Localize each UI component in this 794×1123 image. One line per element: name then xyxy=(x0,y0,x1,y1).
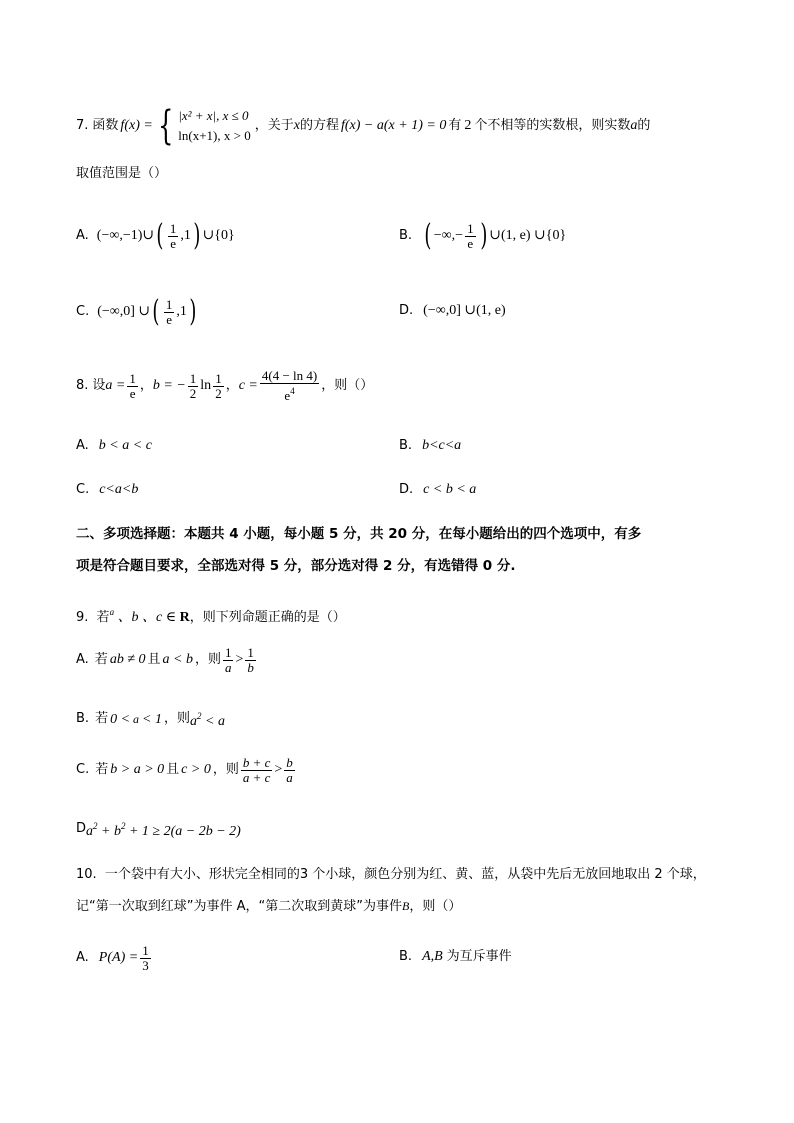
q7-equation: f(x) − a(x + 1) = 0 xyxy=(340,118,447,133)
q9-a-label: A. xyxy=(76,652,89,667)
q8-option-d[interactable] xyxy=(399,481,476,499)
q10-b-label: B. xyxy=(399,949,413,964)
q7-text-e: 的 xyxy=(637,118,651,133)
q7-text-c: 有 xyxy=(448,118,462,133)
q7-text-b: 的方程 xyxy=(299,118,339,133)
q7-c-label: C. xyxy=(76,304,90,319)
q8-c-text: c<a<b xyxy=(99,482,139,497)
q9-b-if: 若 xyxy=(95,711,109,726)
q9-a-if: 若 xyxy=(94,652,108,667)
q7-option-b[interactable] xyxy=(399,218,566,254)
q7-b-label: B. xyxy=(399,228,413,243)
q7-x: x xyxy=(293,118,300,133)
q9-c-and: 且 xyxy=(166,762,180,777)
q10-line2 xyxy=(76,897,461,916)
q8-option-b[interactable] xyxy=(399,437,461,455)
q7-piecewise xyxy=(178,106,250,146)
q8-stem xyxy=(76,368,373,404)
q7-text-a: ，关于 xyxy=(254,118,294,133)
q9-d-label: D xyxy=(76,821,87,836)
q10-event-b: B xyxy=(401,899,410,913)
q9-c-gt: > xyxy=(274,762,283,777)
q8-a-frac: $\frac{1}{e}$ xyxy=(129,370,136,401)
q7-a-expr-3: ∪{0} xyxy=(202,228,235,243)
q10-number: 10. xyxy=(76,867,97,882)
q9-c-frac2: $\frac{b}{a}$ xyxy=(286,754,293,785)
q9-intro: 若 xyxy=(96,610,110,625)
q7-text-d: 个不相等的实数根，则实数 xyxy=(474,118,631,133)
q9-number: 9. xyxy=(76,610,89,625)
q7-option-a[interactable] xyxy=(76,218,235,254)
q8-option-a[interactable] xyxy=(76,437,152,455)
q9-vars: $^a$ 、b 、c ∈ R xyxy=(109,607,190,625)
q7-a-expr-2: ,1 xyxy=(180,228,191,243)
q8-a-def: a = xyxy=(105,378,126,393)
q10-line1 xyxy=(76,866,706,884)
q8-b-frac-2: $\frac{1}{2}$ xyxy=(215,370,222,401)
q9-a-gt: > xyxy=(235,652,244,667)
q8-a-label: A. xyxy=(76,438,89,453)
q8-number: 8. xyxy=(76,378,89,393)
q7-a: a xyxy=(630,118,638,133)
q9-a-cond2: a < b xyxy=(162,652,193,667)
q7-a-expr-1: (−∞,−1)∪ xyxy=(96,228,155,243)
q9-a-frac2: $\frac{1}{b}$ xyxy=(247,644,254,675)
q9-c-cond1: b > a > 0 xyxy=(110,762,165,777)
q7-b-expr-1: −∞,− xyxy=(433,228,464,243)
q9-c-frac1: $\frac{b + c}{a + c}$ xyxy=(242,754,271,785)
q7-a-lparen: ( xyxy=(156,218,164,253)
q7-a-rparen: ) xyxy=(193,218,201,253)
q7-a-frac: $\frac{1}{e}$ xyxy=(169,220,177,251)
q7-fx: f(x) = xyxy=(120,118,153,133)
q9-b-cond: 0 < a < 1 xyxy=(110,711,162,727)
q7-b-frac: $\frac{1}{e}$ xyxy=(467,220,474,251)
q7-stem xyxy=(76,104,650,148)
q9-c-if: 若 xyxy=(95,762,109,777)
q10-line2-end: ，则（） xyxy=(409,899,462,914)
q8-option-c[interactable] xyxy=(76,481,138,499)
q9-b-then: ，则 xyxy=(163,711,190,726)
q9-option-c[interactable] xyxy=(76,752,297,788)
q9-rest: ，则下列命题正确的是（） xyxy=(189,610,346,625)
q7-c-expr-1: (−∞,0] ∪ xyxy=(97,304,151,319)
q7-d-label: D. xyxy=(399,303,414,318)
q10-b-vars: A,B xyxy=(422,949,443,964)
section2-heading-line2: 项是符合题目要求，全部选对得 5 分，部分选对得 2 分，有选错得 0 分. xyxy=(76,558,516,574)
q7-b-lparen: ( xyxy=(424,218,432,253)
q8-c-label: C. xyxy=(76,482,90,497)
q10-a-label: A. xyxy=(76,950,89,965)
q9-option-d[interactable] xyxy=(76,817,241,841)
q8-d-text: c < b < a xyxy=(423,482,477,497)
q7-number: 7. xyxy=(76,118,89,133)
q7-option-d[interactable] xyxy=(399,302,506,320)
q7-brace: { xyxy=(157,103,174,149)
q8-b-frac-1: $\frac{1}{2}$ xyxy=(189,370,197,401)
q9-c-label: C. xyxy=(76,762,90,777)
q9-a-and: 且 xyxy=(147,652,161,667)
q7-d-expr: (−∞,0] ∪(1, e) xyxy=(423,303,506,318)
q9-a-frac1: $\frac{1}{a}$ xyxy=(224,644,232,675)
q8-comma-2: ， xyxy=(225,378,239,393)
q7-c-expr-2: ,1 xyxy=(176,304,187,319)
q8-c-def: c = xyxy=(238,378,258,393)
q9-d-expr: $a^2 + b^2 + 1 \ge 2(a - 2b - 2)$ xyxy=(86,821,241,839)
q7-b-rparen: ) xyxy=(479,218,487,253)
q7-c-lparen: ( xyxy=(152,294,160,329)
q8-b-text: b<c<a xyxy=(422,438,462,453)
q10-option-a[interactable] xyxy=(76,940,153,976)
q9-c-then: ，则 xyxy=(212,762,239,777)
q9-a-then: ，则 xyxy=(194,652,221,667)
q10-option-b[interactable] xyxy=(399,948,512,966)
q8-a-text: b < a < c xyxy=(98,438,152,453)
q9-option-a[interactable] xyxy=(76,642,258,678)
q10-a-frac: $\frac{1}{3}$ xyxy=(142,942,149,973)
q9-stem xyxy=(76,603,346,627)
q10-line2-text: 记“第一次取到红球”为事件 A，“第二次取到黄球”为事件 xyxy=(76,899,402,914)
q7-b-expr-2: ∪(1, e) ∪{0} xyxy=(489,228,567,243)
q7-line2: 取值范围是（） xyxy=(76,166,168,181)
q9-c-cond2: c > 0 xyxy=(181,762,211,777)
section2-heading-line1: 二、多项选择题：本题共 4 小题，每小题 5 分，共 20 分，在每小题给出的四个选项中，有多 xyxy=(76,526,642,542)
q9-b-label: B. xyxy=(76,711,90,726)
q8-b-def: b = − xyxy=(152,378,186,393)
q9-option-b[interactable] xyxy=(76,707,225,731)
q7-a-label: A. xyxy=(76,228,89,243)
q7-piece1: |x² + x|, x ≤ 0 xyxy=(178,108,249,123)
q10-line1-text: 一个袋中有大小、形状完全相同的3 个小球，颜色分别为红、黄、蓝，从袋中先后无放回地取出 2 个球， xyxy=(104,867,706,882)
q8-ln: ln xyxy=(200,378,212,393)
q7-c-frac: $\frac{1}{e}$ xyxy=(165,296,173,327)
q7-intro: 函数 xyxy=(92,118,119,133)
q8-intro: 设 xyxy=(92,378,106,393)
q8-comma-1: ， xyxy=(139,378,153,393)
q10-a-expr: P(A) = xyxy=(98,950,139,965)
q9-b-result: $a^2 < a$ xyxy=(190,711,225,729)
q10-b-text: 为互斥事件 xyxy=(446,949,512,964)
q7-piece2: ln(x+1), x > 0 xyxy=(178,128,251,143)
q7-two: 2 xyxy=(464,118,472,133)
q8-b-label: B. xyxy=(399,438,413,453)
q8-then: ，则（） xyxy=(321,378,374,393)
q9-a-cond1: ab ≠ 0 xyxy=(109,652,146,667)
q7-c-rparen: ) xyxy=(189,294,197,329)
q8-c-frac: $\frac{4(4 - \ln 4)}{e^4}$ xyxy=(261,368,318,403)
q7-option-c[interactable] xyxy=(76,294,199,330)
q8-d-label: D. xyxy=(399,482,414,497)
